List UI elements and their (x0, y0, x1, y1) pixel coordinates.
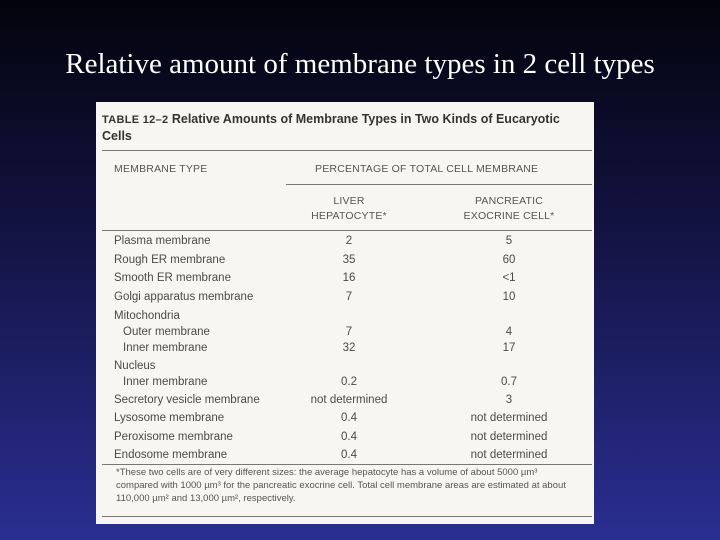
liver-value: 2 (345, 235, 353, 247)
pancreatic-value: 60 (502, 254, 516, 266)
table-caption (102, 111, 582, 144)
pancreatic-value: 10 (502, 291, 516, 303)
table-row (108, 232, 588, 250)
row-label: Endosome membrane (114, 449, 228, 461)
table-row (108, 446, 588, 464)
table-row (108, 339, 588, 357)
table-row (108, 373, 588, 391)
pancreatic-value: 0.7 (501, 376, 517, 388)
bottom-rule (102, 516, 592, 517)
row-label: Inner membrane (123, 342, 208, 354)
col-header-liver-line2: HEPATOCYTE* (311, 210, 387, 222)
row-label: Mitochondria (114, 310, 180, 322)
row-label: Outer membrane (123, 326, 210, 338)
caption-rule (102, 150, 592, 151)
group-header-rule (286, 184, 592, 185)
liver-value: 0.4 (341, 431, 357, 443)
liver-value: 0.4 (341, 412, 357, 424)
pancreatic-value: not determined (470, 431, 548, 443)
table-row (108, 409, 588, 427)
liver-value: 0.2 (341, 376, 357, 388)
row-label: Peroxisome membrane (114, 431, 233, 443)
pancreatic-value: 17 (502, 342, 516, 354)
row-label: Lysosome membrane (114, 412, 225, 424)
table-row (108, 391, 588, 409)
table-row (108, 428, 588, 446)
table-row (108, 288, 588, 306)
col-header-pancreatic-line1: PANCREATIC (474, 195, 544, 207)
header-rule (102, 230, 592, 231)
liver-value: 32 (342, 342, 356, 354)
row-label: Plasma membrane (114, 235, 211, 247)
col-header-pancreatic (444, 194, 574, 224)
slide-title: Relative amount of membrane types in 2 cell types (65, 48, 655, 80)
pancreatic-value: 5 (505, 235, 513, 247)
col-header-liver-line1: LIVER (333, 195, 365, 207)
col-header-pancreatic-line2: EXOCRINE CELL* (463, 210, 555, 222)
row-label: Inner membrane (123, 376, 208, 388)
pancreatic-value: not determined (470, 412, 548, 424)
table-row (108, 269, 588, 287)
row-label: Golgi apparatus membrane (114, 291, 254, 303)
pancreatic-value: 4 (505, 326, 513, 338)
liver-value: 7 (345, 291, 353, 303)
row-label: Nucleus (114, 360, 156, 372)
liver-value: 7 (345, 326, 353, 338)
table-number: TABLE 12–2 (102, 114, 169, 126)
pancreatic-value: 3 (505, 394, 513, 406)
liver-value: 0.4 (341, 449, 357, 461)
table-footnote: *These two cells are of very different sizes: the average hepatocyte has a volume of about 5000 µm³ compared with 1000 µm³ for the pancreatic exocrine cell. Total cell membrane areas are estimated at about 110,000 µm² and 13,000 µm², respectively. (116, 467, 566, 504)
liver-value: 16 (342, 272, 356, 284)
liver-value: 35 (342, 254, 356, 266)
row-label: Secretory vesicle membrane (114, 394, 260, 406)
col-header-percentage: PERCENTAGE OF TOTAL CELL MEMBRANE (315, 163, 539, 175)
col-header-liver (284, 194, 414, 224)
table-row (108, 251, 588, 269)
footnote-rule (102, 464, 592, 465)
row-label: Smooth ER membrane (114, 272, 231, 284)
row-label: Rough ER membrane (114, 254, 226, 266)
col-header-membrane-type: MEMBRANE TYPE (114, 163, 208, 175)
table-page (96, 102, 594, 524)
table-caption-text: Relative Amounts of Membrane Types in Two Kinds of Eucaryotic Cells (102, 112, 560, 143)
pancreatic-value: <1 (502, 272, 516, 284)
pancreatic-value: not determined (470, 449, 548, 461)
liver-value: not determined (310, 394, 388, 406)
